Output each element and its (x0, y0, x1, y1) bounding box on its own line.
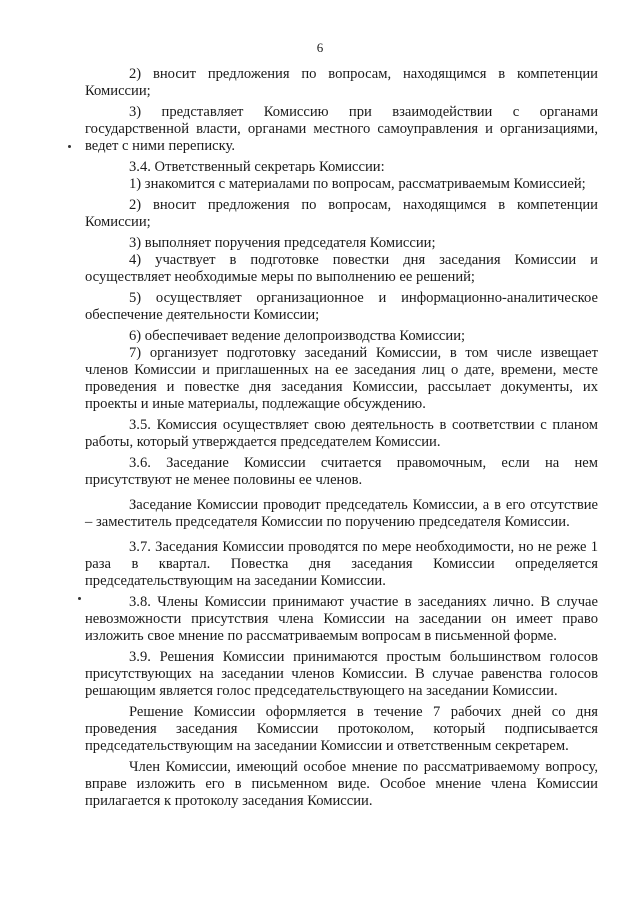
paragraph: 6) обеспечивает ведение делопроизводства Комиссии; (129, 328, 466, 344)
paragraph: 2) вносит предложения по вопросам, находящимся в компетенции Комиссии; (85, 197, 598, 230)
paragraph: Решение Комиссии оформляется в течение 7 рабочих дней со дня проведения заседания Комиссии протоколом, который подписывается председательствующим на заседании Комиссии и ответственным секретарем. (85, 704, 598, 754)
paragraph: 5) осуществляет организационное и информационно-аналитическое обеспечение деятельности Комиссии; (85, 290, 598, 323)
paragraph: 4) участвует в подготовке повестки дня заседания Комиссии и осуществляет необходимые меры по выполнению ее решений; (85, 252, 598, 285)
scan-speck (78, 597, 81, 600)
paragraph: 3.8. Члены Комиссии принимают участие в заседаниях лично. В случае невозможности присутствия члена Комиссии на заседании он имеет право изложить свое мнение по рассматриваемым вопросам в письменной форме. (85, 594, 598, 644)
paragraph: 3.9. Решения Комиссии принимаются простым большинством голосов присутствующих на заседании членов Комиссии. В случае равенства голосов решающим является голос председательствующего на заседании Комиссии. (85, 649, 598, 699)
section-heading: 3.4. Ответственный секретарь Комиссии: (129, 159, 385, 175)
scan-speck (68, 145, 71, 148)
page-number: 6 (316, 40, 324, 55)
paragraph: 3.7. Заседания Комиссии проводятся по мере необходимости, но не реже 1 раза в квартал. Повестка дня заседания Комиссии определяется председательствующим на заседании Комиссии. (85, 539, 598, 589)
paragraph: Член Комиссии, имеющий особое мнение по рассматриваемому вопросу, вправе изложить его в письменном виде. Особое мнение члена Комиссии прилагается к протоколу заседания Комиссии. (85, 759, 598, 809)
paragraph: 3) выполняет поручения председателя Комиссии; (129, 235, 436, 251)
paragraph: Заседание Комиссии проводит председатель Комиссии, а в его отсутствие – заместитель председателя Комиссии по поручению председателя Комиссии. (85, 497, 598, 530)
paragraph: 3.5. Комиссия осуществляет свою деятельность в соответствии с планом работы, который утверждается председателем Комиссии. (85, 417, 598, 450)
paragraph: 3.6. Заседание Комиссии считается правомочным, если на нем присутствуют не менее половины ее членов. (85, 455, 598, 488)
paragraph: 3) представляет Комиссию при взаимодействии с органами государственной власти, органами местного самоуправления и организациями, ведет с ними переписку. (85, 104, 598, 154)
paragraph: 7) организует подготовку заседаний Комиссии, в том числе извещает членов Комиссии и приглашенных на ее заседания лиц о дате, времени, месте проведения и повестке дня заседания Комиссии, рассылает документы, их проекты и иные материалы, подлежащие обсуждению. (85, 345, 598, 412)
paragraph: 1) знакомится с материалами по вопросам, рассматриваемым Комиссией; (129, 176, 586, 192)
paragraph: 2) вносит предложения по вопросам, находящимся в компетенции Комиссии; (85, 66, 598, 99)
document-body (85, 66, 598, 814)
